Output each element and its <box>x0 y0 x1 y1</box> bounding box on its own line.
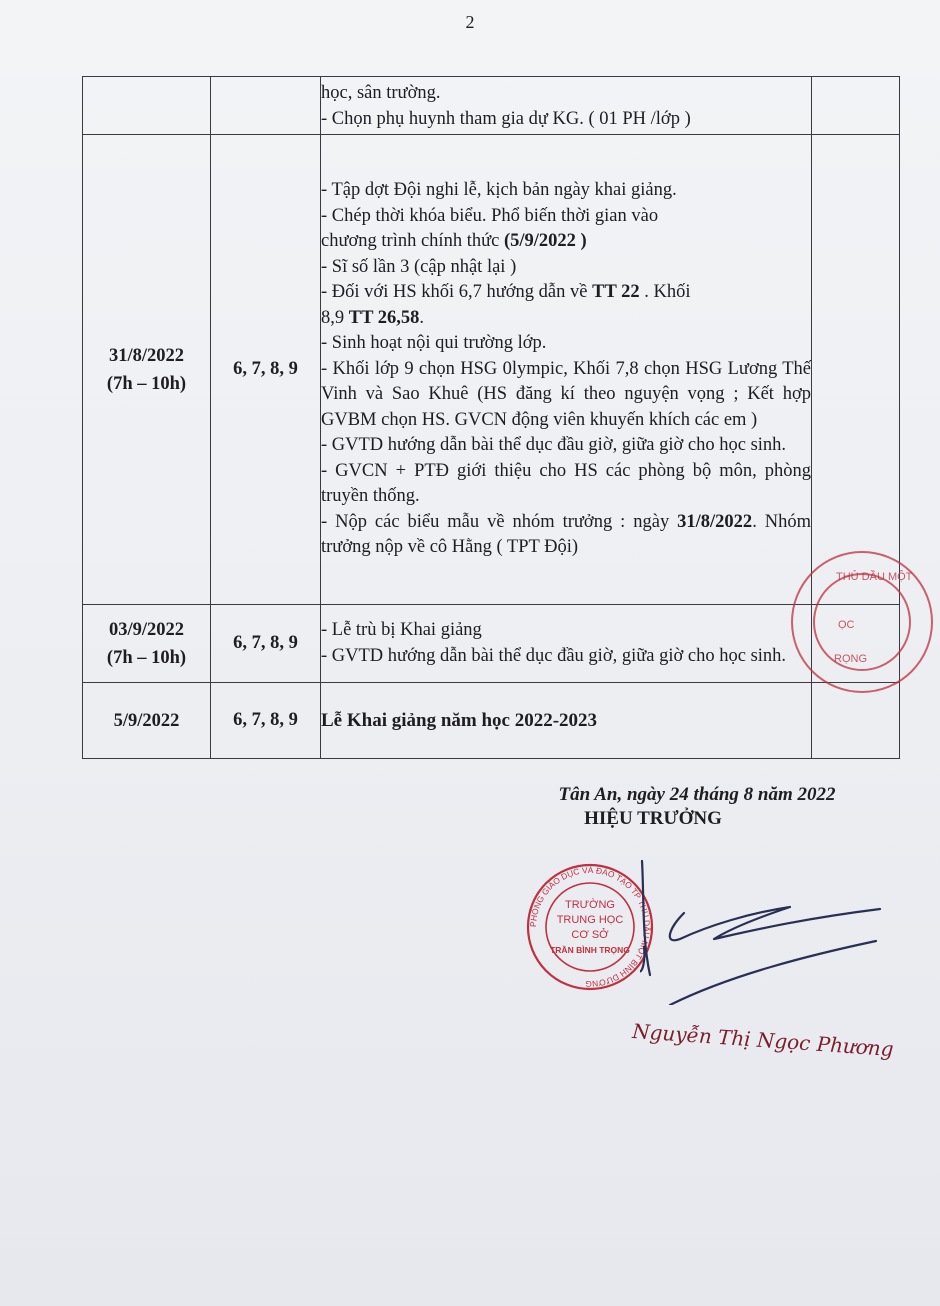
content-cell <box>321 135 812 605</box>
side-stamp-text: RỌNG <box>834 653 867 665</box>
signer-title: HIỆU TRƯỞNG <box>584 808 722 829</box>
table-row <box>83 135 900 605</box>
list-item: - GVTD hướng dẫn bài thể dục đầu giờ, giữa giờ cho học sinh. <box>321 435 787 456</box>
grade-cell: 6, 7, 8, 9 <box>211 605 321 683</box>
list-item: - Chọn phụ huynh tham gia dự KG. ( 01 PH /lớp ) <box>321 108 691 129</box>
schedule-table <box>82 76 900 759</box>
list-item: - Khối lớp 9 chọn HSG 0lympic, Khối 7,8 chọn HSG Lương Thế Vinh và Sao Khuê (HS đăng kí theo nguyện vọng ; Kết hợp GVBM chọn HS. GVCN động viên khuyến khích các em ) <box>321 358 811 430</box>
date-cell <box>83 77 211 135</box>
list-item: - Chép thời khóa biểu. Phổ biến thời gian vào <box>321 205 659 226</box>
list-item: - Lễ trù bị Khai giảng <box>321 620 482 640</box>
stamp-line: TRẦN BÌNH TRỌNG <box>550 945 630 955</box>
note-cell <box>812 683 900 759</box>
handwritten-signature <box>640 855 900 1005</box>
content-cell <box>321 605 812 683</box>
signature-block <box>528 784 868 830</box>
side-stamp-text: ỌC <box>838 619 855 631</box>
list-item: - Nộp các biểu mẫu về nhóm trưởng : ngày 31/8/2022. Nhóm trưởng nộp về cô Hằng ( TPT Đội) <box>321 511 812 558</box>
table-row <box>83 605 900 683</box>
list-item: - Sinh hoạt nội qui trường lớp. <box>321 333 547 354</box>
place-date: Tân An, ngày 24 tháng 8 năm 2022 <box>558 784 836 805</box>
stamp-ring-text: PHÒNG GIÁO DỤC VÀ ĐÀO TẠO TP THỦ DẦU MỘT BÌNH DƯƠNG <box>527 864 653 990</box>
note-cell <box>812 77 900 135</box>
grade-cell <box>211 77 321 135</box>
list-item: 8,9 TT 26,58. <box>321 307 424 328</box>
side-stamp-text: THỦ DẦU MỘT <box>836 571 913 583</box>
event-title: Lễ Khai giảng năm học 2022-2023 <box>321 683 812 759</box>
date-cell <box>83 135 211 605</box>
time-label: (7h – 10h) <box>106 373 187 394</box>
school-stamp-seal <box>525 862 655 992</box>
grade-cell: 6, 7, 8, 9 <box>211 135 321 605</box>
list-item: - GVCN + PTĐ giới thiệu cho HS các phòng bộ môn, phòng truyền thống. <box>321 460 811 507</box>
stamp-line: CƠ SỞ <box>571 929 609 941</box>
list-item: - Đối với HS khối 6,7 hướng dẫn về TT 22 . Khối <box>321 282 691 303</box>
stamp-line: TRUNG HỌC <box>556 914 624 926</box>
date-cell: 5/9/2022 <box>83 683 211 759</box>
list-item: - Tập dợt Đội nghi lễ, kịch bản ngày khai giảng. <box>321 180 677 201</box>
table-row <box>83 683 900 759</box>
list-item: - GVTD hướng dẫn bài thể dục đầu giờ, giữa giờ cho học sinh. <box>321 645 787 666</box>
list-item: chương trình chính thức (5/9/2022 ) <box>321 231 587 252</box>
list-item: học, sân trường. <box>321 82 441 103</box>
note-cell <box>812 605 900 683</box>
time-label: (7h – 10h) <box>106 647 187 668</box>
stamp-line: TRƯỜNG <box>565 899 615 911</box>
page-number: 2 <box>465 12 475 32</box>
grade-cell: 6, 7, 8, 9 <box>211 683 321 759</box>
date-label: 31/8/2022 <box>108 345 185 366</box>
date-label: 03/9/2022 <box>108 619 185 640</box>
list-item: - Sĩ số lần 3 (cập nhật lại ) <box>321 256 517 277</box>
content-cell <box>321 77 812 135</box>
note-cell <box>812 135 900 605</box>
table-row <box>83 77 900 135</box>
date-cell <box>83 605 211 683</box>
signer-name: Nguyễn Thị Ngọc Phương <box>631 1018 895 1062</box>
